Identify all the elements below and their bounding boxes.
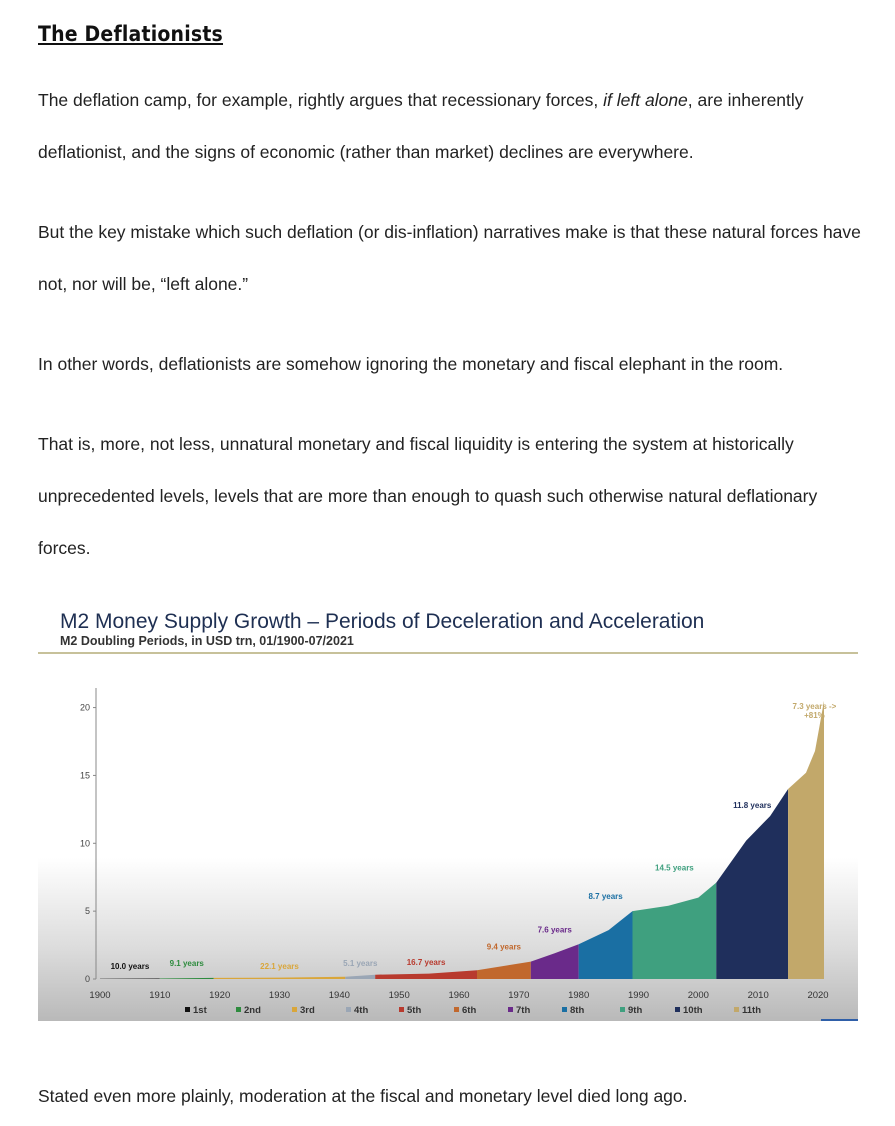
legend-label-9th: 9th bbox=[628, 1005, 643, 1016]
x-tick-label: 2000 bbox=[687, 990, 709, 1001]
x-tick-label: 1950 bbox=[388, 990, 410, 1001]
legend-label-5th: 5th bbox=[407, 1005, 422, 1016]
legend-swatch-8th bbox=[562, 1007, 567, 1012]
period-label-5th: 16.7 years bbox=[406, 958, 446, 967]
x-tick-label: 1940 bbox=[328, 990, 350, 1001]
legend-label-3rd: 3rd bbox=[300, 1005, 315, 1016]
period-label-8th: 8.7 years bbox=[588, 892, 623, 902]
x-tick-label: 1980 bbox=[568, 990, 590, 1001]
chart-subtitle: M2 Doubling Periods, in USD trn, 01/1900-07/2021 bbox=[60, 634, 354, 648]
legend-label-7th: 7th bbox=[516, 1005, 531, 1016]
period-label-6th: 9.4 years bbox=[486, 942, 522, 952]
legend-label-2nd: 2nd bbox=[244, 1005, 261, 1016]
period-label-1st: 10.0 years bbox=[110, 962, 150, 971]
legend-swatch-5th bbox=[399, 1007, 404, 1012]
period-label-7th: 7.6 years bbox=[537, 925, 572, 935]
legend-label-1st: 1st bbox=[193, 1005, 207, 1016]
y-tick-label: 10 bbox=[79, 838, 90, 849]
legend-label-4th: 4th bbox=[354, 1005, 369, 1016]
legend-swatch-2nd bbox=[236, 1007, 241, 1012]
period-label-4th: 5.1 years bbox=[343, 959, 378, 968]
legend-label-11th: 11th bbox=[742, 1005, 762, 1016]
section-heading: The Deflationists bbox=[38, 22, 224, 46]
period-label-2nd: 9.1 years bbox=[169, 959, 204, 968]
y-tick-label: 20 bbox=[79, 702, 90, 713]
paragraph-3: In other words, deflationists are somehow ignoring the monetary and fiscal elephant in the room. bbox=[38, 354, 784, 374]
paragraph-5: Stated even more plainly, moderation at the fiscal and monetary level died long ago. bbox=[38, 1086, 688, 1106]
legend-swatch-10th bbox=[675, 1007, 680, 1012]
x-tick-label: 1900 bbox=[89, 990, 111, 1001]
x-tick-label: 1910 bbox=[149, 990, 171, 1001]
paragraph-1-text-a: The deflation camp, for example, rightly argues that recessionary forces, bbox=[38, 90, 604, 110]
legend-label-6th: 6th bbox=[462, 1005, 477, 1016]
legend-swatch-11th bbox=[734, 1007, 739, 1012]
paragraph-1-text-b: , are inherently deflationist, and the signs of economic (rather than market) declines are everywhere. bbox=[38, 90, 804, 162]
x-tick-label: 1920 bbox=[209, 990, 231, 1001]
m2-money-supply-chart bbox=[38, 596, 858, 1026]
period-label-11th: 7.3 years -> bbox=[792, 701, 837, 711]
legend-label-8th: 8th bbox=[570, 1005, 585, 1016]
period-label-3rd: 22.1 years bbox=[260, 962, 299, 971]
y-tick-label: 5 bbox=[84, 906, 90, 917]
legend-swatch-7th bbox=[508, 1007, 513, 1012]
period-label-11th-change: +81% bbox=[804, 710, 825, 720]
x-tick-label: 1930 bbox=[268, 990, 291, 1001]
x-tick-label: 1990 bbox=[627, 990, 650, 1001]
x-tick-label: 2020 bbox=[807, 990, 829, 1001]
legend-swatch-1st bbox=[185, 1007, 190, 1012]
legend-swatch-3rd bbox=[292, 1007, 297, 1012]
paragraph-4: That is, more, not less, unnatural monetary and fiscal liquidity is entering the system at historically unprecedented levels, levels that are more than enough to quash such otherwise natural deflationary forces. bbox=[38, 434, 818, 558]
paragraph-1 bbox=[38, 74, 868, 178]
x-tick-label: 2010 bbox=[747, 990, 769, 1001]
legend-swatch-9th bbox=[620, 1007, 625, 1012]
legend-swatch-6th bbox=[454, 1007, 459, 1012]
paragraph-2: But the key mistake which such deflation (or dis-inflation) narratives make is that these natural forces have not, nor will be, “left alone.” bbox=[38, 222, 861, 294]
x-tick-label: 1970 bbox=[508, 990, 530, 1001]
legend-swatch-4th bbox=[346, 1007, 351, 1012]
paragraph-1-emphasis: if left alone bbox=[603, 90, 688, 110]
x-tick-label: 1960 bbox=[448, 990, 470, 1001]
period-label-9th: 14.5 years bbox=[655, 863, 694, 873]
period-label-10th: 11.8 years bbox=[733, 801, 772, 810]
chart-title: M2 Money Supply Growth – Periods of Deceleration and Acceleration bbox=[60, 610, 705, 633]
y-tick-label: 15 bbox=[79, 770, 90, 781]
y-tick-label: 0 bbox=[84, 974, 90, 984]
legend-label-10th: 10th bbox=[683, 1005, 703, 1016]
